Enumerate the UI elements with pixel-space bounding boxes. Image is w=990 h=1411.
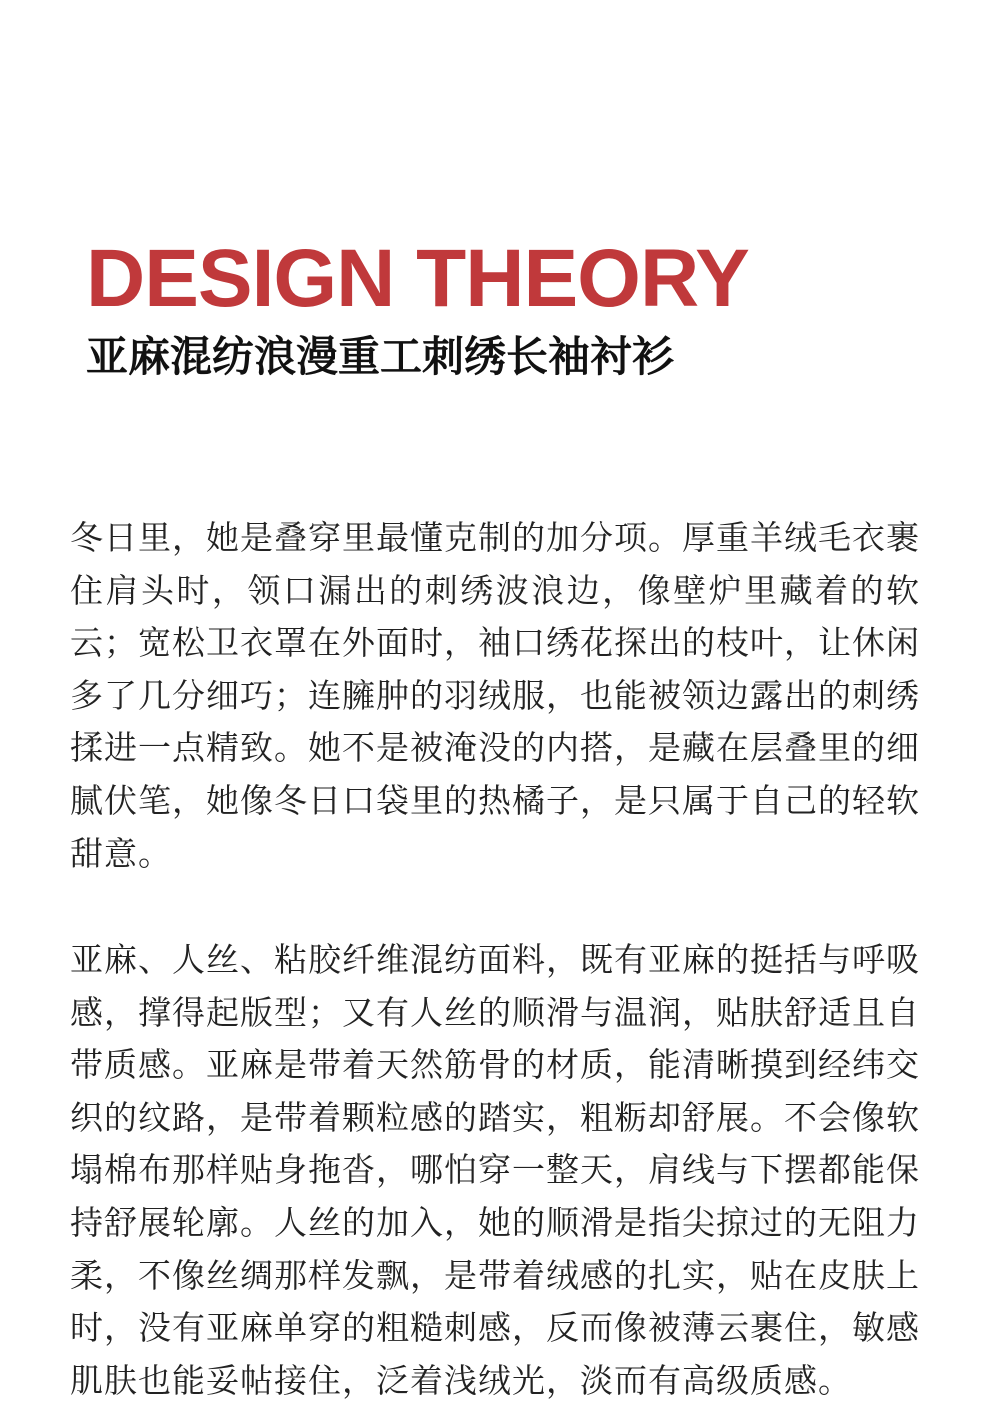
body-paragraph-1: 冬日里，她是叠穿里最懂克制的加分项。厚重羊绒毛衣裹住肩头时，领口漏出的刺绣波浪边，像壁炉里藏着的软云；宽松卫衣罩在外面时，袖口绣花探出的枝叶，让休闲多了几分细巧；连臃肿的羽绒服，也能被领边露出的刺绣揉进一点精致。她不是被淹没的内搭，是藏在层叠里的细腻伏笔，她像冬日口袋里的热橘子，是只属于自己的轻软甜意。 bbox=[70, 518, 920, 873]
body-paragraph-2: 亚麻、人丝、粘胶纤维混纺面料，既有亚麻的挺括与呼吸感，撑得起版型；又有人丝的顺滑与温润，贴肤舒适且自带质感。亚麻是带着天然筋骨的材质，能清晰摸到经纬交织的纹路，是带着颗粒感的踏实，粗粝却舒展。不会像软塌棉布那样贴身拖沓，哪怕穿一整天，肩线与下摆都能保持舒展轮廓。人丝的加入，她的顺滑是指尖掠过的无阻力柔，不像丝绸那样发飘，是带着绒感的扎实，贴在皮肤上时，没有亚麻单穿的粗糙刺感，反而像被薄云裹住，敏感肌肤也能妥帖接住，泛着浅绒光，淡而有高级质感。 bbox=[70, 940, 920, 1400]
title-english: DESIGN THEORY bbox=[86, 233, 749, 324]
title-chinese: 亚麻混纺浪漫重工刺绣长袖衬衫 bbox=[86, 332, 675, 381]
